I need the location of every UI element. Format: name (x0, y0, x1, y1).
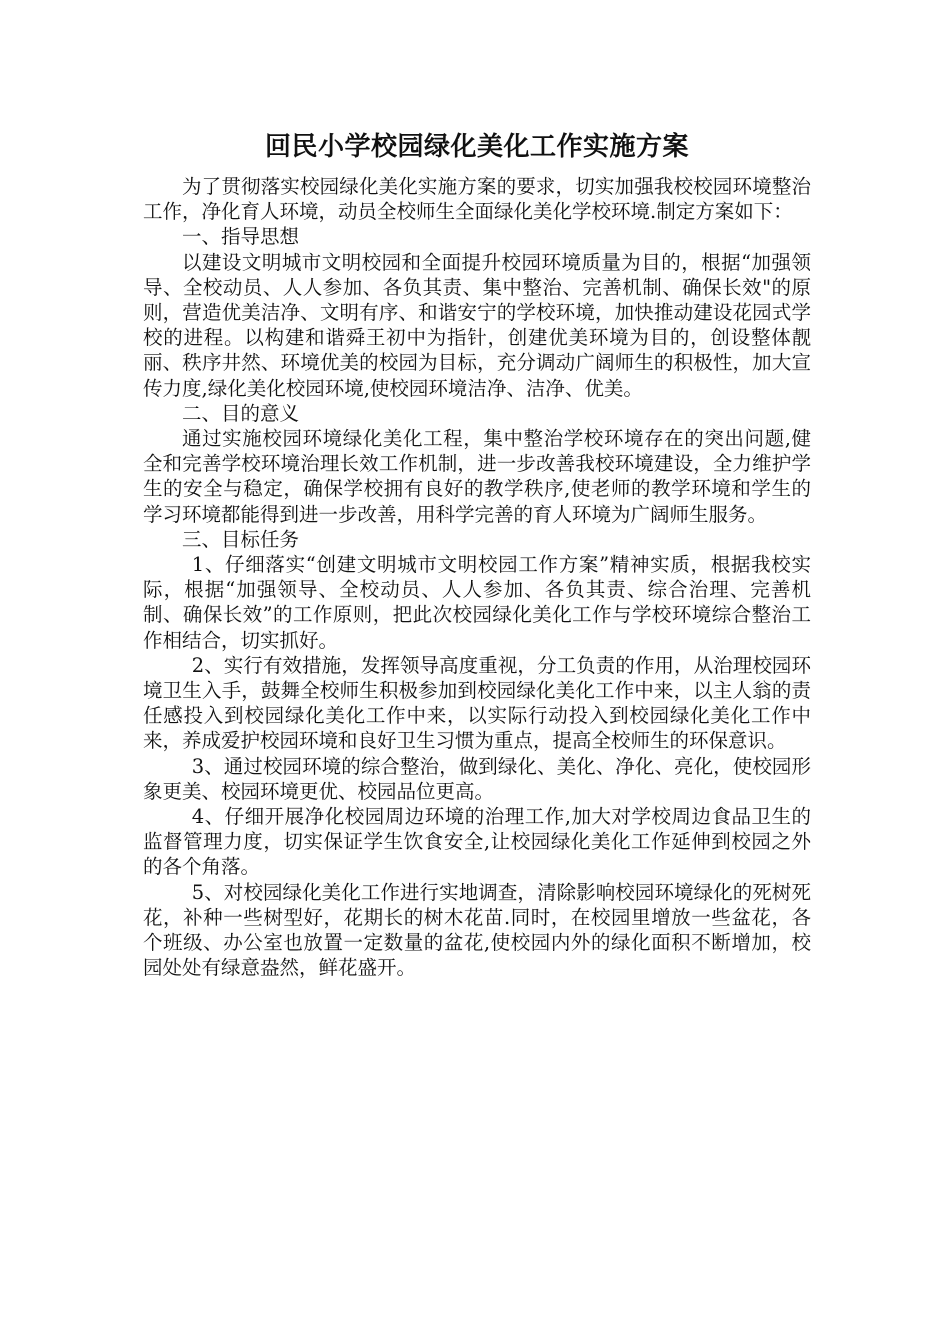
section-heading-guiding-ideology: 一、指导思想 (182, 225, 300, 249)
section-body-purpose: 通过实施校园环境绿化美化工程，集中整治学校环境存在的突出问题,健全和完善学校环境治理长效工作机制，进一步改善我校环境建设，全力维护学生的安全与稳定，确保学校拥有良好的教学秩序,使老师的教学环境和学生的学习环境都能得到进一步改善，用科学完善的育人环境为广阔师生服务。 (143, 427, 811, 526)
task-item-4: 4、仔细开展净化校园周边环境的治理工作,加大对学校周边食品卫生的监督管理力度，切实保证学生饮食安全,让校园绿化美化工作延伸到校园之外的各个角落。 (143, 805, 811, 879)
task-item-5: 5、对校园绿化美化工作进行实地调查，清除影响校园环境绿化的死树死花，补种一些树型好，花期长的树木花苗.同时，在校园里增放一些盆花，各个班级、办公室也放置一定数量的盆花,使校园内外的绿化面积不断增加，校园处处有绿意盎然，鲜花盛开。 (143, 880, 811, 980)
section-heading-purpose: 二、目的意义 (182, 401, 300, 425)
task-item-2: 2、实行有效措施，发挥领导高度重视，分工负责的作用，从治理校园环境卫生入手，鼓舞全校师生积极参加到校园绿化美化工作中来，以主人翁的责任感投入到校园绿化美化工作中来，以实际行动投入到校园绿化美化工作中来，养成爱护校园环境和良好卫生习惯为重点，提高全校师生的环保意识。 (143, 653, 811, 753)
section-body-guiding-ideology: 以建设文明城市文明校园和全面提升校园环境质量为目的，根据“加强领导、全校动员、人人参加、各负其责、集中整治、完善机制、确保长效"的原则，营造优美洁净、文明有序、和谐安宁的学校环境，加快推动建设花园式学校的进程。以构建和谐舜王初中为指针，创建优美环境为目的，创设整体靓丽、秩序井然、环境优美的校园为目标，充分调动广阔师生的积极性，加大宣传力度,绿化美化校园环境,使校园环境洁净、洁净、优美。 (143, 250, 811, 400)
document-title: 回民小学校园绿化美化工作实施方案 (264, 132, 689, 162)
document-body (143, 130, 811, 981)
task-item-1: 1、仔细落实“创建文明城市文明校园工作方案”精神实质，根据我校实际，根据“加强领导、全校动员、人人参加、各负其责、综合治理、完善机制、确保长效”的工作原则，把此次校园绿化美化工作与学校环境综合整治工作相结合，切实抓好。 (143, 553, 811, 652)
task-item-3: 3、通过校园环境的综合整治，做到绿化、美化、净化、亮化，使校园形象更美、校园环境更优、校园品位更高。 (143, 754, 811, 803)
section-heading-tasks: 三、目标任务 (182, 527, 300, 551)
intro-paragraph: 为了贯彻落实校园绿化美化实施方案的要求，切实加强我校校园环境整治工作，净化育人环境，动员全校师生全面绿化美化学校环境.制定方案如下： (143, 175, 811, 224)
